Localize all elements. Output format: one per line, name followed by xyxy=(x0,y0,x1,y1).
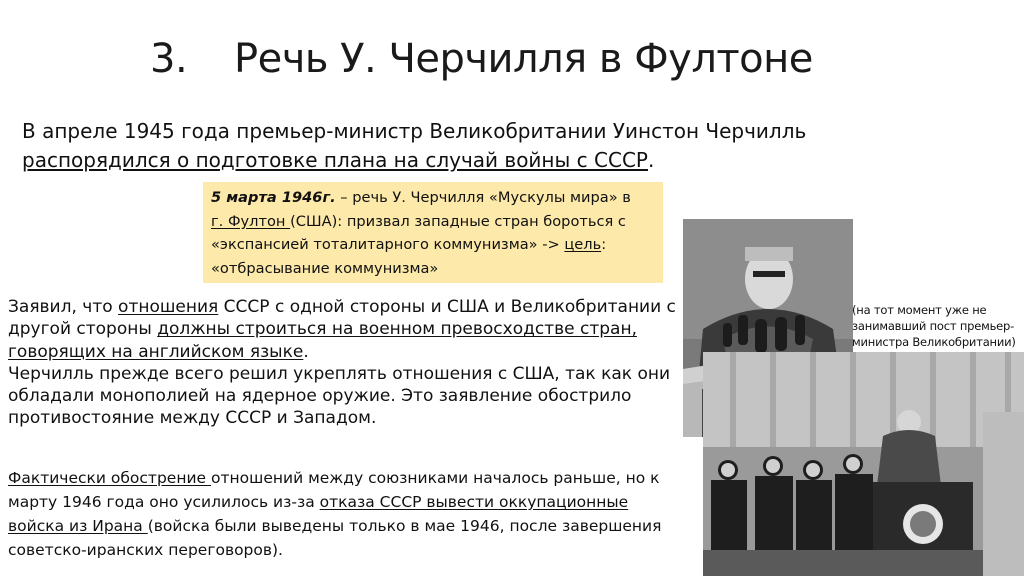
iran-refusal-link[interactable]: отказа СССР вывести оккупационные войска из Ирана xyxy=(8,493,629,535)
speech-text-2: (США): призвал западные стран бороться с «экспансией тоталитарного коммунизма» -> xyxy=(211,212,626,253)
relations-link[interactable]: отношения xyxy=(118,297,219,317)
title-text: Речь У. Черчилля в Фултоне xyxy=(234,36,813,82)
speech-date: 5 марта 1946г. xyxy=(211,189,336,206)
fulton-link[interactable]: г. Фултон xyxy=(211,212,291,230)
fulton-speech-highlight-box xyxy=(203,182,663,283)
statement-text-2: СССР с одной стороны и США и Великобритании с другой стороны xyxy=(8,297,676,340)
churchill-photo-caption: (на тот момент уже не занимавший пост премьер-министра Великобритании) xyxy=(852,303,1016,349)
speech-text-3: : «отбрасывание коммунизма» xyxy=(211,236,607,277)
statement-text-1: Заявил, что xyxy=(8,297,119,317)
statement-period: . xyxy=(303,341,309,362)
intro-period: . xyxy=(647,148,655,172)
escalation-text-2: (войска были выведены только в мае 1946, после завершения советско-иранских переговоров). xyxy=(8,517,662,559)
intro-text: В апреле 1945 года премьер-министр Великобритании Уинстон Черчилль xyxy=(22,119,807,143)
goal-link[interactable]: цель xyxy=(564,236,602,253)
military-superiority-link[interactable]: должны строиться на военном превосходстве стран, говорящих на английском языке xyxy=(8,319,637,362)
title-number: 3. xyxy=(150,36,188,82)
escalation-text-1: отношений между союзниками началось раньше, но к марту 1946 года оно усилилось из-за xyxy=(8,469,660,511)
speech-text-1: – речь У. Черчилля «Мускулы мира» в xyxy=(335,189,631,206)
intro-link[interactable]: распорядился о подготовке плана на случай войны с СССР xyxy=(22,148,648,172)
usa-relations-text: Черчилль прежде всего решил укреплять отношения с США, так как они обладали монополией на ядерное оружие. Это заявление обострило противостояние между СССР и Западом. xyxy=(8,363,671,429)
fulton-speech-stage-photo xyxy=(703,352,1024,576)
intro-paragraph xyxy=(22,117,852,175)
slide-title xyxy=(150,36,870,82)
escalation-link[interactable]: Фактически обострение xyxy=(8,469,212,487)
statement-paragraph xyxy=(8,296,688,430)
escalation-paragraph xyxy=(8,466,688,562)
